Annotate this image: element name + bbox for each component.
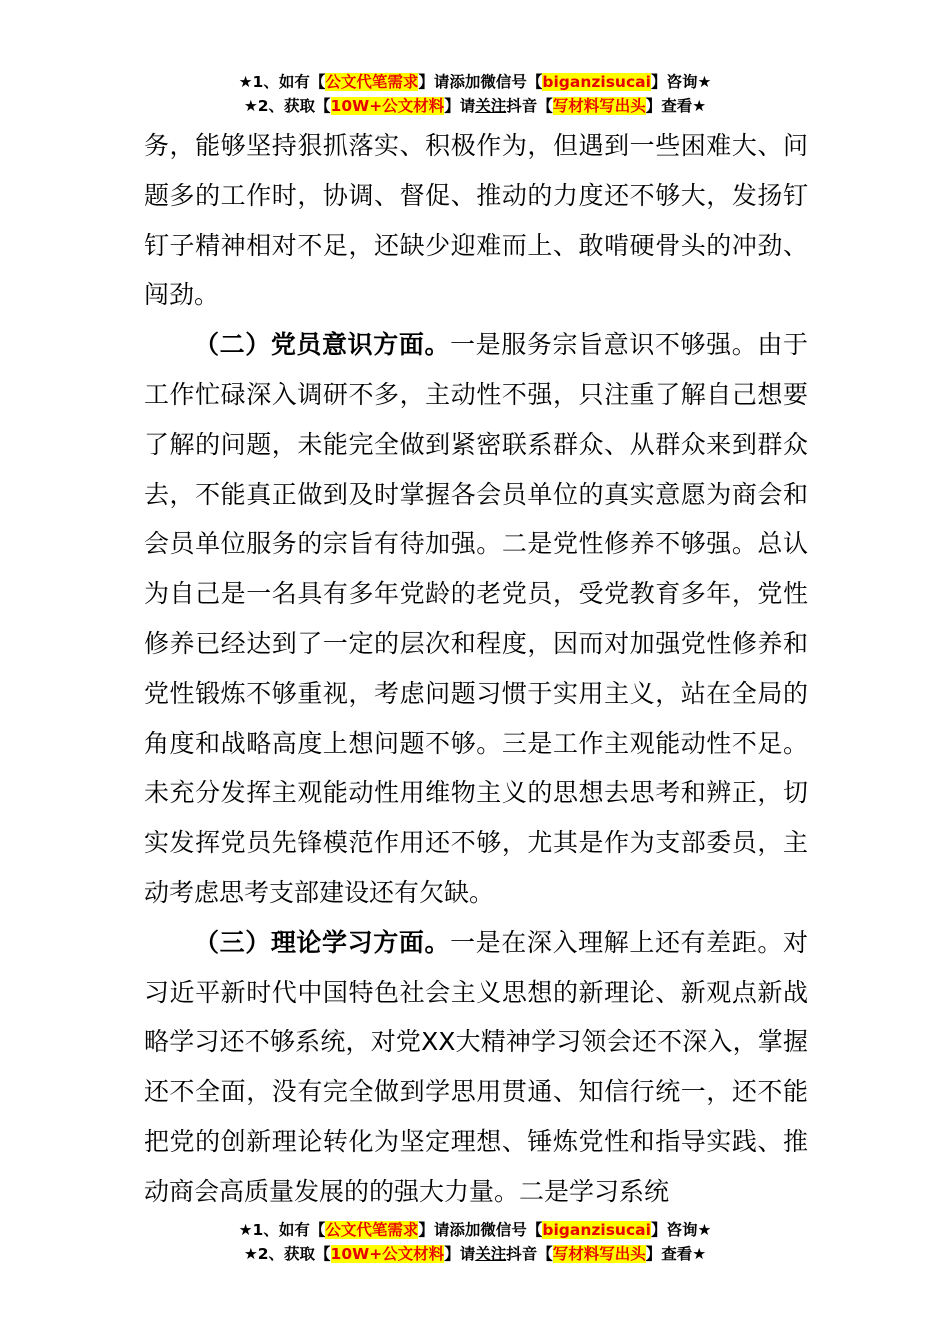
- highlight-douyin: 写材料写出头: [552, 97, 646, 115]
- section-heading: （二）党员意识方面。: [194, 330, 451, 360]
- highlight-wechat-id: biganzisucai: [542, 73, 651, 91]
- paragraph: 务，能够坚持狠抓落实、积极作为，但遇到一些困难大、问题多的工作时，协调、督促、推动的力度还不够大，发扬钉钉子精神相对不足，还缺少迎难而上、敢啃硬骨头的冲劲、闯劲。: [144, 131, 808, 310]
- paragraph: （二）党员意识方面。一是服务宗旨意识不够强。由于工作忙碌深入调研不多，主动性不强，只注重了解自己想要了解的问题，未能完全做到紧密联系群众、从群众来到群众去，不能真正做到及时掌握各会员单位的真实意愿为商会和会员单位服务的宗旨有待加强。二是党性修养不够强。总认为自己是一名具有多年党龄的老党员，受党教育多年，党性修养已经达到了一定的层次和程度，因而对加强党性修养和党性锻炼不够重视，考虑问题习惯于实用主义，站在全局的角度和战略高度上想问题不够。三是工作主观能动性不足。未充分发挥主观能动性用维物主义的思想去思考和辨正，切实发挥党员先锋模范作用还不够，尤其是作为支部委员，主动考虑思考支部建设还有欠缺。: [144, 330, 808, 907]
- highlight-wechat-id: biganzisucai: [542, 1221, 651, 1239]
- footer-banner: [0, 1218, 950, 1266]
- highlight-douyin: 写材料写出头: [552, 1245, 646, 1263]
- banner-line-1: ★1、如有【公文代笔需求】请添加微信号【biganzisucai】咨询★: [238, 1221, 712, 1239]
- highlight-materials: 10W+公文材料: [330, 1245, 445, 1263]
- paragraph: （三）理论学习方面。一是在深入理解上还有差距。对习近平新时代中国特色社会主义思想的新理论、新观点新战略学习还不够系统，对党XX大精神学习领会还不深入，掌握还不全面，没有完全做到学思用贯通、知信行统一，还不能把党的创新理论转化为坚定理想、锤炼党性和指导实践、推动商会高质量发展的的强大力量。二是学习系统: [144, 927, 808, 1206]
- section-heading: （三）理论学习方面。: [194, 927, 451, 957]
- highlight-service: 公文代笔需求: [325, 1221, 419, 1239]
- follow-text: 关注: [475, 1245, 507, 1263]
- document-body: [144, 121, 808, 1217]
- highlight-service: 公文代笔需求: [325, 73, 419, 91]
- banner-line-2: ★2、获取【10W+公文材料】请关注抖音【写材料写出头】查看★: [243, 1245, 707, 1263]
- banner-line-1: ★1、如有【公文代笔需求】请添加微信号【biganzisucai】咨询★: [238, 73, 712, 91]
- follow-text: 关注: [475, 97, 507, 115]
- highlight-materials: 10W+公文材料: [330, 97, 445, 115]
- banner-line-2: ★2、获取【10W+公文材料】请关注抖音【写材料写出头】查看★: [243, 97, 707, 115]
- header-banner: [0, 70, 950, 118]
